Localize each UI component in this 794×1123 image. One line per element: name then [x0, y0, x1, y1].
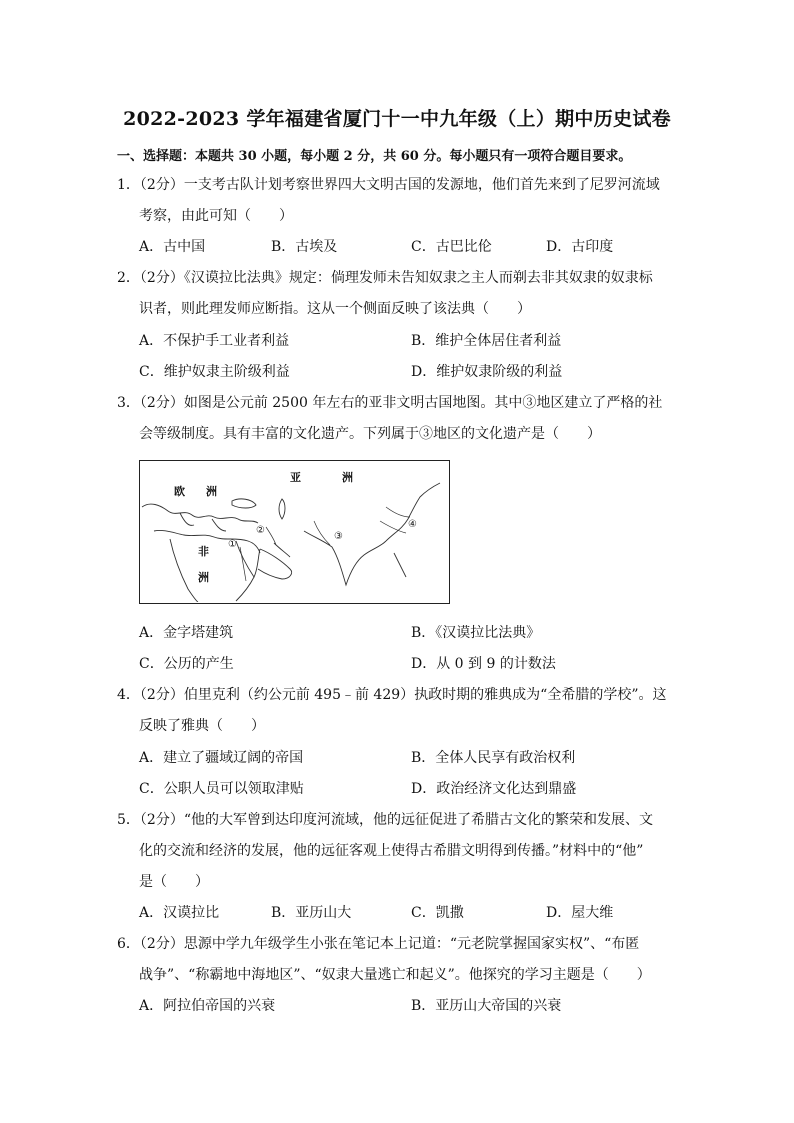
- q2-option-c: C．维护奴隶主阶级利益: [139, 364, 290, 380]
- map-label-europe-1: 欧: [174, 485, 185, 498]
- map-label-asia-1: 亚: [290, 471, 301, 484]
- q4-option-d: D．政治经济文化达到鼎盛: [411, 781, 577, 797]
- exam-title: 2022-2023 学年福建省厦门十一中九年级（上）期中历史试卷: [123, 108, 671, 130]
- q3-stem-line2: 会等级制度。具有丰富的文化遗产。下列属于③地区的文化遗产是（ ）: [139, 426, 601, 442]
- section-heading: 一、选择题：本题共 30 小题，每小题 2 分，共 60 分。每小题只有一项符合题目要求。: [117, 149, 632, 164]
- q6-stem-line1: 6．（2分）思源中学九年级学生小张在笔记本上记道：“元老院掌握国家实权”、“布匿: [117, 936, 640, 952]
- q2-option-d: D．维护奴隶阶级的利益: [411, 364, 563, 380]
- q4-option-b: B．全体人民享有政治权利: [411, 750, 576, 766]
- q2-stem-line1: 2．（2分）《汉谟拉比法典》规定：倘理发师未告知奴隶之主人而剃去非其奴隶的奴隶标: [117, 270, 653, 286]
- map-drawing: [140, 461, 448, 602]
- q4-stem-line2: 反映了雅典（ ）: [139, 718, 265, 734]
- ancient-civilizations-map: [139, 460, 450, 604]
- map-label-asia-2: 洲: [342, 471, 353, 484]
- q6-option-a: A．阿拉伯帝国的兴衰: [139, 998, 276, 1014]
- q1-option-c: C．古巴比伦: [411, 239, 492, 255]
- map-label-europe-2: 洲: [206, 485, 217, 498]
- q2-option-b: B．维护全体居住者利益: [411, 333, 562, 349]
- q4-option-a: A．建立了疆域辽阔的帝国: [139, 750, 304, 766]
- q3-option-b: B．《汉谟拉比法典》: [411, 625, 541, 641]
- map-marker-1: ①: [228, 539, 237, 550]
- q4-stem-line1: 4．（2分）伯里克利（约公元前 495﹣前 429）执政时期的雅典成为“全希腊的学校”。这: [117, 687, 667, 703]
- map-marker-3: ③: [334, 531, 343, 542]
- q3-option-d: D．从 0 到 9 的计数法: [411, 656, 556, 672]
- q3-option-a: A．金字塔建筑: [139, 625, 234, 641]
- q5-stem-line3: 是（ ）: [139, 874, 209, 890]
- q5-option-a: A．汉谟拉比: [139, 905, 220, 921]
- q1-option-a: A．古中国: [139, 239, 206, 255]
- q1-stem-line1: 1．（2分）一支考古队计划考察世界四大文明古国的发源地，他们首先来到了尼罗河流域: [117, 177, 660, 193]
- q5-option-c: C．凯撒: [411, 905, 464, 921]
- q5-stem-line1: 5．（2分）“他的大军曾到达印度河流域，他的远征促进了希腊古文化的繁荣和发展、文: [117, 812, 653, 828]
- q4-option-c: C．公职人员可以领取津贴: [139, 781, 304, 797]
- map-label-africa-2: 洲: [198, 571, 209, 584]
- map-label-africa-1: 非: [198, 545, 209, 558]
- map-marker-4: ④: [408, 519, 417, 530]
- q3-option-c: C．公历的产生: [139, 656, 234, 672]
- q1-option-b: B．古埃及: [271, 239, 338, 255]
- q2-stem-line2: 识者，则此理发师应断指。这从一个侧面反映了该法典（ ）: [139, 301, 531, 317]
- q5-option-d: D．屋大维: [546, 905, 614, 921]
- q5-option-b: B．亚历山大: [271, 905, 352, 921]
- q6-option-b: B．亚历山大帝国的兴衰: [411, 998, 562, 1014]
- q5-stem-line2: 化的交流和经济的发展，他的远征客观上使得古希腊文明得到传播。”材料中的“他”: [139, 843, 644, 859]
- q6-stem-line2: 战争”、“称霸地中海地区”、“奴隶大量逃亡和起义”。他探究的学习主题是（ ）: [139, 967, 651, 983]
- q1-option-d: D．古印度: [546, 239, 614, 255]
- q2-option-a: A．不保护手工业者利益: [139, 333, 290, 349]
- q3-stem-line1: 3．（2分）如图是公元前 2500 年左右的亚非文明古国地图。其中③地区建立了严格的社: [117, 395, 663, 411]
- map-marker-2: ②: [256, 525, 265, 536]
- q1-stem-line2: 考察，由此可知（ ）: [139, 208, 293, 224]
